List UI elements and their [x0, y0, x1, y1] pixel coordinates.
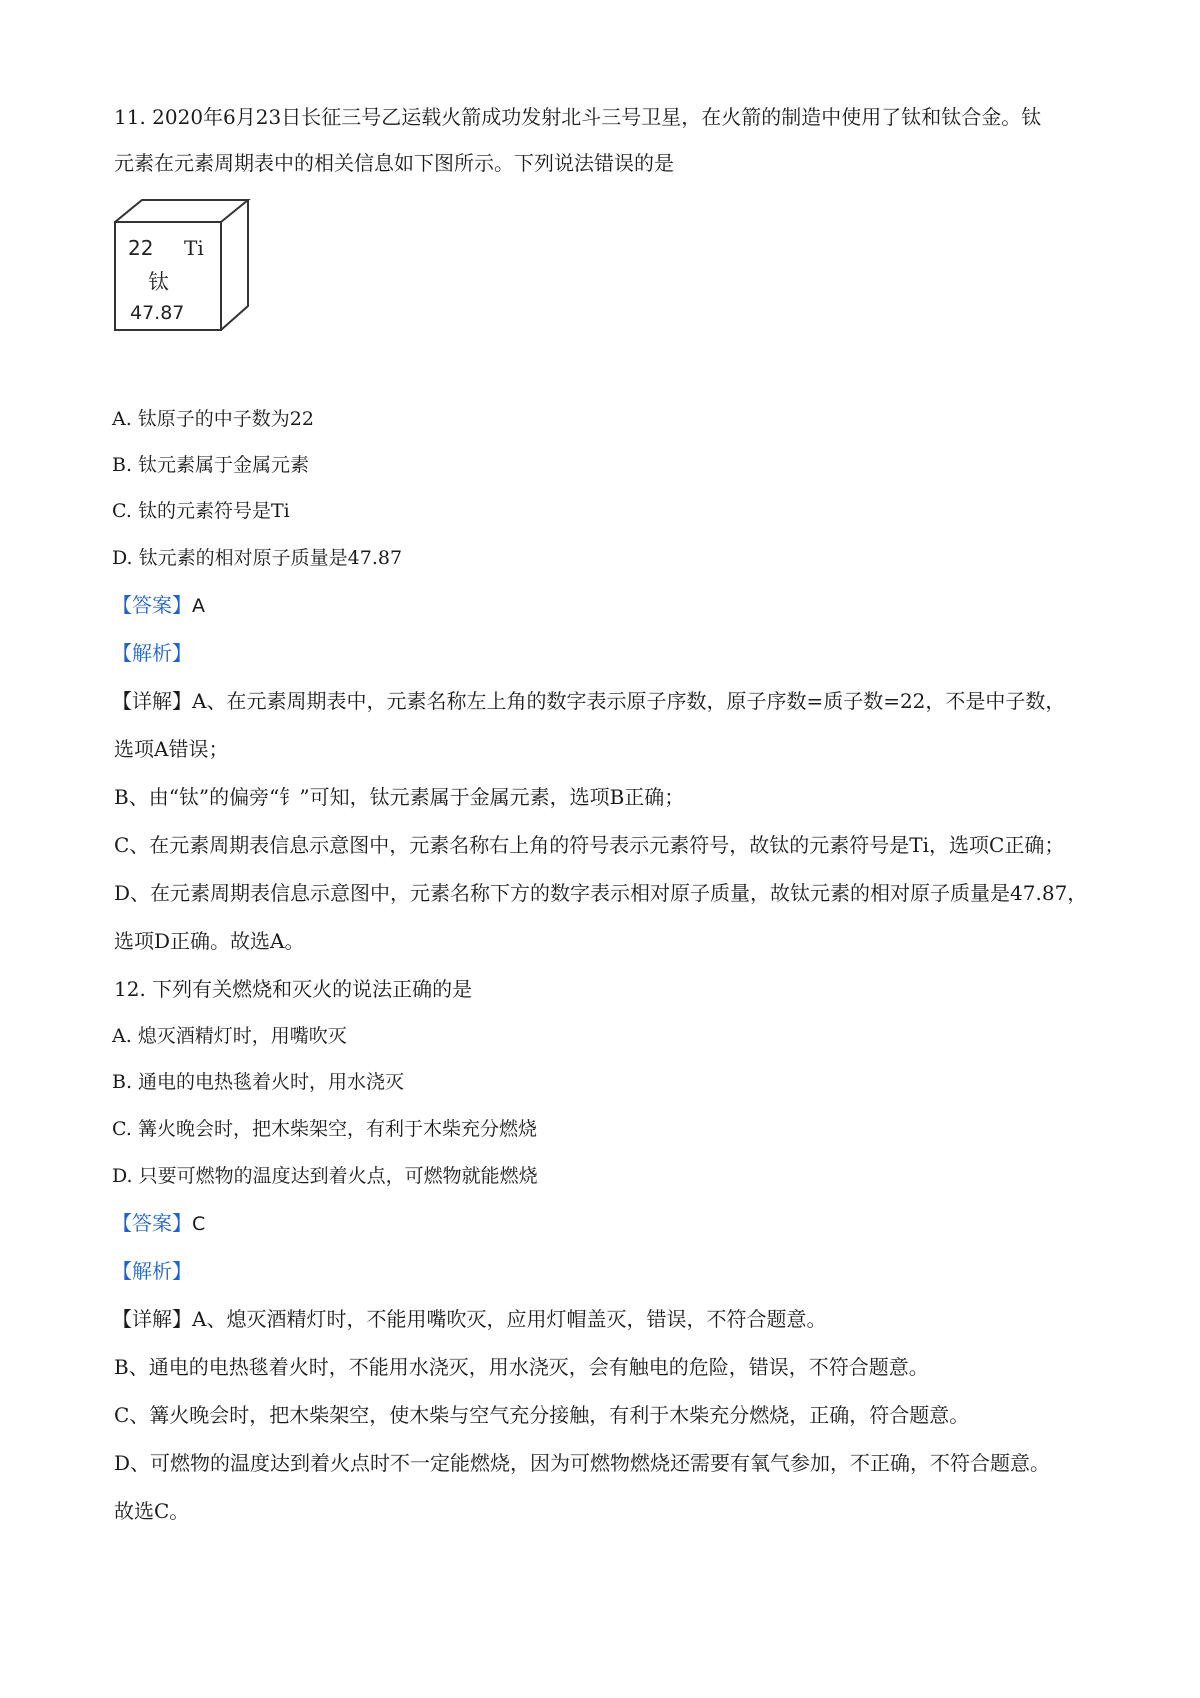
q11-analysis-label: 【解析】	[112, 641, 192, 665]
q12-answer-label: 【答案】	[112, 1211, 192, 1235]
q12-answer	[112, 1210, 1110, 1237]
q11-stem-line-1: 11. 2020年6月23日长征三号乙运载火箭成功发射北斗三号卫星，在火箭的制造中使用了钛和钛合金。钛	[114, 105, 1042, 129]
q11-detail-line-5: D、在元素周期表信息示意图中，元素名称下方的数字表示相对原子质量，故钛元素的相对原子质量是47.87，	[114, 881, 1088, 905]
q11-option-a: A. 钛原子的中子数为22	[112, 408, 314, 430]
q11-answer-value: A	[192, 595, 205, 617]
q11-option-b: B. 钛元素属于金属元素	[112, 454, 310, 476]
q11-answer-label: 【答案】	[112, 593, 192, 617]
q11-detail-line-3: B、由“钛”的偏旁“钅”可知，钛元素属于金属元素，选项B正确；	[114, 785, 685, 809]
element-atomic-mass: 47.87	[130, 302, 185, 324]
element-symbol: Ti	[184, 236, 204, 260]
q11-answer	[112, 592, 1110, 619]
q12-option-c: C. 篝火晚会时，把木柴架空，有利于木柴充分燃烧	[112, 1118, 537, 1140]
element-name: 钛	[148, 270, 169, 294]
element-cell-titanium	[112, 198, 262, 334]
q11-option-d: D. 钛元素的相对原子质量是47.87	[112, 547, 403, 569]
q12-option-a: A. 熄灭酒精灯时，用嘴吹灭	[112, 1025, 347, 1047]
q11-detail-line-6: 选项D正确。故选A。	[114, 929, 305, 953]
q11-detail-line-4: C、在元素周期表信息示意图中，元素名称右上角的符号表示元素符号，故钛的元素符号是Ti，选项C正确；	[114, 833, 1065, 857]
q12-analysis-label: 【解析】	[112, 1259, 192, 1283]
element-atomic-number: 22	[128, 236, 154, 260]
q12-option-b: B. 通电的电热毯着火时，用水浇灭	[112, 1071, 405, 1093]
q12-detail-line-4: D、可燃物的温度达到着火点时不一定能燃烧，因为可燃物燃烧还需要有氧气参加，不正确，不符合题意。	[114, 1451, 1051, 1475]
q11-stem-line-2: 元素在元素周期表中的相关信息如下图所示。下列说法错误的是	[114, 151, 674, 175]
q12-stem: 12. 下列有关燃烧和灭火的说法正确的是	[114, 977, 473, 1001]
q11-detail-line-2: 选项A错误；	[114, 737, 229, 761]
q12-detail-line-2: B、通电的电热毯着火时，不能用水浇灭，用水浇灭，会有触电的危险，错误，不符合题意。	[114, 1355, 929, 1379]
q11-option-c: C. 钛的元素符号是Ti	[112, 500, 290, 522]
q12-answer-value: C	[192, 1213, 206, 1235]
q12-detail-line-3: C、篝火晚会时，把木柴架空，使木柴与空气充分接触，有利于木柴充分燃烧，正确，符合题意。	[114, 1403, 970, 1427]
q12-detail-line-1: 【详解】A、熄灭酒精灯时，不能用嘴吹灭，应用灯帽盖灭，错误，不符合题意。	[112, 1307, 827, 1331]
q11-detail-line-1: 【详解】A、在元素周期表中，元素名称左上角的数字表示原子序数，原子序数=质子数=22，不是中子数，	[112, 689, 1066, 713]
q12-option-d: D. 只要可燃物的温度达到着火点，可燃物就能燃烧	[112, 1165, 538, 1187]
q12-detail-line-5: 故选C。	[114, 1499, 190, 1523]
